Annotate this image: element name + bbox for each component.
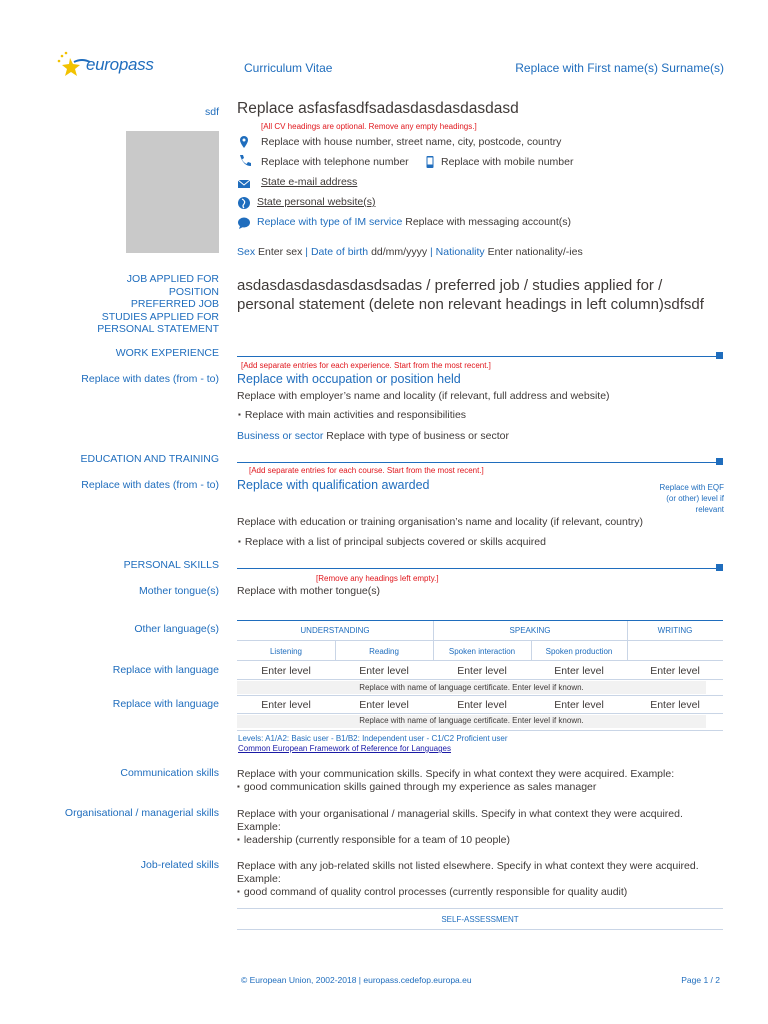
language-1-name: Replace with language — [112, 664, 219, 676]
email-link[interactable]: State e-mail address — [261, 176, 358, 188]
telephone: Replace with telephone number — [261, 156, 409, 168]
work-sector-row — [237, 430, 509, 442]
org-bullet: ▪ leadership (currently responsible for a team of 10 people) — [237, 834, 723, 847]
header-writing: WRITING — [657, 626, 693, 635]
mother-tongue-label: Mother tongue(s) — [139, 585, 219, 597]
job-label-line-4: STUDIES APPLIED FOR — [101, 310, 219, 323]
mother-tongue-value: Replace with mother tongue(s) — [237, 585, 380, 597]
language-1-listening: Enter level — [261, 665, 311, 677]
instant-messaging-icon — [237, 216, 251, 230]
job-label-line-1: JOB APPLIED FOR — [126, 273, 219, 285]
work-activities: ▪ Replace with main activities and responsibilities — [238, 409, 466, 421]
job-text: Replace with any job-related skills not listed elsewhere. Specify in what context they were acquired. Example: — [237, 860, 699, 885]
demographics-row — [237, 246, 583, 258]
im-row — [257, 216, 571, 228]
dob-label: | Date of birth — [305, 246, 369, 258]
lang-table-header-line — [237, 640, 723, 641]
sex-value: Enter sex — [258, 246, 303, 258]
language-1-spoken-interaction: Enter level — [457, 665, 507, 677]
dob-value: dd/mm/yyyy — [371, 246, 428, 258]
skills-section-line — [237, 568, 723, 569]
education-section-line — [237, 462, 723, 463]
education-qualification: Replace with qualification awarded — [237, 478, 430, 492]
cefr-link[interactable]: Common European Framework of Reference for Languages — [238, 744, 451, 753]
work-employer: Replace with employer’s name and locality (if relevant, full address and website) — [237, 390, 610, 402]
language-1-reading: Enter level — [359, 665, 409, 677]
lang-row-1-line — [237, 679, 723, 680]
headings-note: [All CV headings are optional. Remove any empty headings.] — [261, 122, 477, 131]
address: Replace with house number, street name, city, postcode, country — [261, 136, 562, 148]
org-text: Replace with your organisational / managerial skills. Specify in what context they were acquired. Example: — [237, 808, 683, 833]
mobile: Replace with mobile number — [441, 156, 574, 168]
communication-text: Replace with your communication skills. Specify in what context they were acquired. Example: — [237, 768, 675, 780]
work-experience-heading: WORK EXPERIENCE — [115, 347, 219, 359]
job-label-line-5: PERSONAL STATEMENT — [97, 323, 219, 335]
skills-note: [Remove any headings left empty.] — [316, 574, 439, 583]
website-link[interactable]: State personal website(s) — [257, 196, 376, 208]
eqf-level — [660, 482, 724, 515]
language-1-spoken-production: Enter level — [554, 665, 604, 677]
communication-skills-label: Communication skills — [120, 767, 219, 779]
organisational-skills-label: Organisational / managerial skills — [64, 807, 219, 819]
lang-row-2-line — [237, 713, 723, 714]
nationality-label: | Nationality — [430, 246, 485, 258]
work-occupation: Replace with occupation or position held — [237, 372, 461, 386]
website-icon — [237, 196, 251, 210]
sex-label: Sex — [237, 246, 256, 258]
self-assessment-heading: SELF-ASSESSMENT — [441, 915, 519, 924]
eqf-line-2: (or other) level if — [666, 494, 724, 503]
document-title: Curriculum Vitae — [244, 61, 333, 75]
lang-row-2-top-line — [237, 695, 723, 696]
language-2-writing: Enter level — [650, 699, 700, 711]
language-2-certificate: Replace with name of language certificate. Enter level if known. — [359, 716, 584, 725]
footer-copyright: © European Union, 2002-2018 | europass.cedefop.europa.eu — [241, 975, 472, 985]
header-spoken-production: Spoken production — [545, 647, 613, 656]
job-bullet: ▪ good command of quality control processes (currently responsible for quality audit) — [237, 886, 723, 899]
lang-table-subheader-line — [237, 660, 723, 661]
self-assessment-bottom-line — [237, 929, 723, 930]
eqf-line-3: relevant — [695, 505, 724, 514]
europass-logo — [56, 50, 166, 82]
language-2-reading: Enter level — [359, 699, 409, 711]
header-listening: Listening — [269, 647, 303, 656]
lang-table-bottom-line — [237, 730, 723, 731]
communication-skills-text — [237, 768, 723, 794]
nationality-value: Enter nationality/-ies — [487, 246, 583, 258]
email-icon — [237, 177, 251, 191]
sector-value: Replace with type of business or sector — [326, 430, 509, 442]
education-organisation: Replace with education or training organisation’s name and locality (if relevant, country) — [237, 516, 644, 528]
self-assessment-top-line — [237, 908, 723, 909]
language-2-spoken-production: Enter level — [554, 699, 604, 711]
mobile-phone-icon — [423, 155, 437, 169]
education-dates: Replace with dates (from - to) — [81, 479, 219, 491]
organisational-skills-text — [237, 808, 723, 847]
language-2-spoken-interaction: Enter level — [457, 699, 507, 711]
im-type: Replace with type of IM service — [257, 216, 403, 228]
header-speaking: SPEAKING — [509, 626, 551, 635]
other-languages-label: Other language(s) — [134, 623, 219, 635]
job-label-line-3: PREFERRED JOB — [130, 298, 219, 310]
language-2-name: Replace with language — [112, 698, 219, 710]
work-section-marker — [716, 352, 723, 359]
logo-text: europass — [86, 55, 154, 74]
header-reading: Reading — [369, 647, 399, 656]
footer-page-number: Page 1 / 2 — [681, 975, 720, 985]
language-2-listening: Enter level — [261, 699, 311, 711]
lang-table-top-line — [237, 620, 723, 621]
skills-section-marker — [716, 564, 723, 571]
language-1-certificate: Replace with name of language certificate. Enter level if known. — [359, 683, 584, 692]
education-subjects: ▪ Replace with a list of principal subjects covered or skills acquired — [238, 536, 546, 548]
job-related-skills-label: Job-related skills — [140, 859, 219, 871]
header-name: Replace with First name(s) Surname(s) — [515, 61, 724, 75]
eqf-line-1: Replace with EQF — [659, 483, 724, 492]
photo-placeholder[interactable] — [126, 131, 219, 253]
education-note: [Add separate entries for each course. Start from the most recent.] — [249, 466, 484, 475]
header-spoken-interaction: Spoken interaction — [448, 647, 516, 656]
location-pin-icon — [237, 135, 251, 149]
im-account: Replace with messaging account(s) — [405, 216, 571, 228]
telephone-icon — [237, 154, 251, 168]
personal-info-label: sdf — [204, 106, 219, 118]
work-section-line — [237, 356, 723, 357]
job-label-line-2: POSITION — [168, 285, 219, 298]
personal-skills-heading: PERSONAL SKILLS — [123, 559, 219, 571]
job-applied-text: asdasdasdasdasdasdsadas / preferred job / studies applied for / personal statement (delete non relevant headings in left column)sdfsdf — [237, 277, 704, 313]
job-related-skills-text — [237, 860, 723, 899]
work-dates: Replace with dates (from - to) — [81, 373, 219, 385]
education-section-marker — [716, 458, 723, 465]
education-heading: EDUCATION AND TRAINING — [80, 453, 219, 465]
language-1-writing: Enter level — [650, 665, 700, 677]
full-name: Replace asfasfasdfsadasdasdasdasdasd — [237, 100, 519, 117]
levels-note: Levels: A1/A2: Basic user - B1/B2: Independent user - C1/C2 Proficient user — [238, 734, 508, 743]
header-understanding: UNDERSTANDING — [300, 626, 370, 635]
work-note: [Add separate entries for each experience. Start from the most recent.] — [241, 361, 491, 370]
job-applied-label — [97, 273, 219, 336]
sector-label: Business or sector — [237, 430, 324, 442]
communication-bullet: ▪ good communication skills gained through my experience as sales manager — [237, 781, 723, 794]
